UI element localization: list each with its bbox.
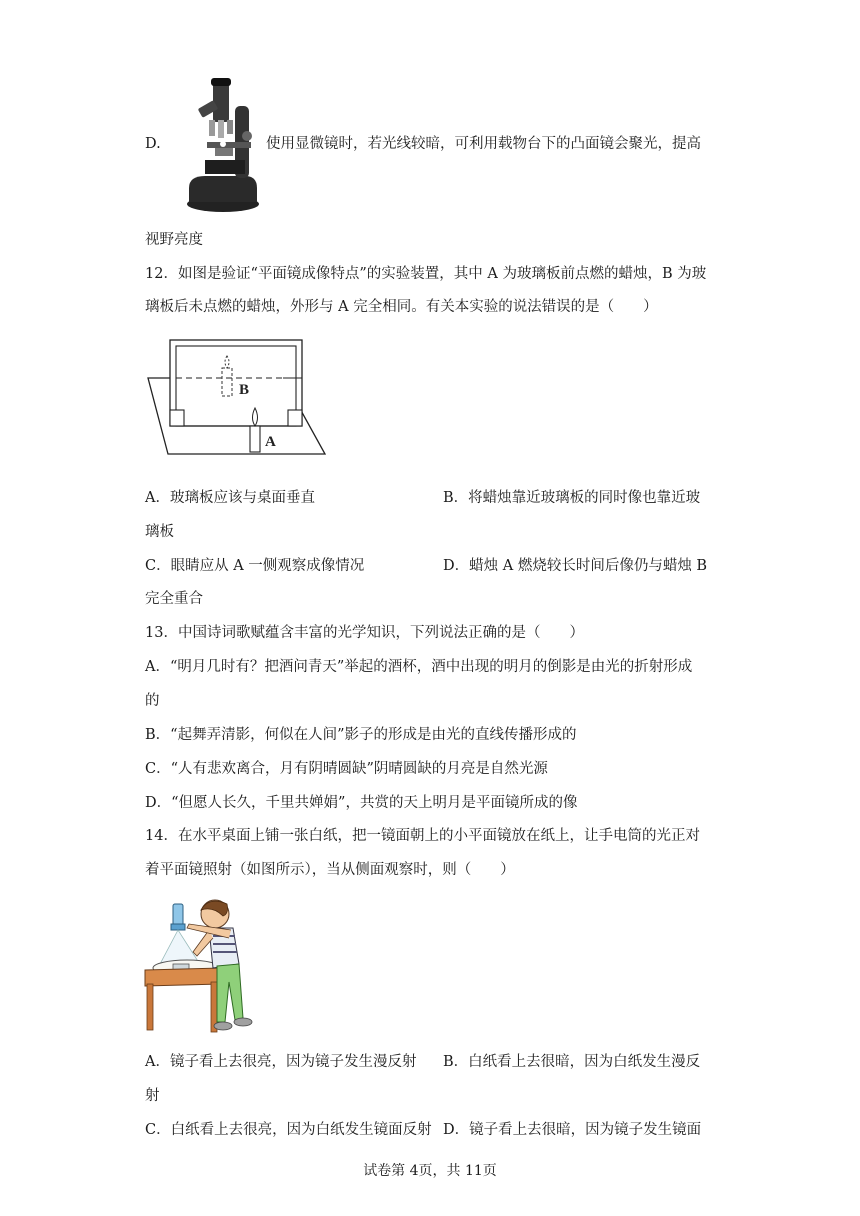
q13-option-a: A．“明月几时有？把酒问青天”举起的酒杯，酒中出现的明月的倒影是由光的折射形成 [145,659,693,675]
q13-option-a-cont: 的 [145,693,160,709]
q13-option-d: D．“但愿人长久，千里共婵娟”，共赏的天上明月是平面镜所成的像 [145,795,578,811]
q11-option-d-label: D. [145,136,161,152]
q12-option-c: C．眼睛应从 A 一侧观察成像情况 [145,558,365,574]
q11-option-d-text: 使用显微镜时，若光线较暗，可利用载物台下的凸面镜会聚光，提高 [266,136,701,152]
q11-option-d-text-cont: 视野亮度 [145,232,203,248]
q13-option-b: B．“起舞弄清影，何似在人间”影子的形成是由光的直线传播形成的 [145,727,577,743]
q14-option-a: A．镜子看上去很亮，因为镜子发生漫反射 [145,1054,417,1070]
q13-stem: 13．中国诗词歌赋蕴含丰富的光学知识，下列说法正确的是（ ） [145,625,584,641]
q12-option-a: A．玻璃板应该与桌面垂直 [145,490,315,506]
q14-option-c: C．白纸看上去很亮，因为白纸发生镜面反射 [145,1122,432,1138]
q12-option-b-cont: 璃板 [145,524,174,540]
q14-option-d: D．镜子看上去很暗，因为镜子发生镜面 [443,1122,702,1138]
candle-a-label: A [265,434,276,450]
q14-option-b: B．白纸看上去很暗，因为白纸发生漫反 [443,1054,701,1070]
q14-stem-line1: 14．在水平桌面上铺一张白纸，把一镜面朝上的小平面镜放在纸上，让手电筒的光正对 [145,828,700,844]
microscope-figure [185,76,261,214]
q12-stem-line1: 12．如图是验证“平面镜成像特点”的实验装置，其中 A 为玻璃板前点燃的蜡烛，B 为玻 [145,266,707,282]
q14-option-b-cont: 射 [145,1088,160,1104]
candle-b-label: B [239,382,250,398]
plane-mirror-experiment-figure [145,336,330,460]
page-footer: 试卷第 4页，共 11页 [363,1163,497,1179]
q12-option-d: D．蜡烛 A 燃烧较长时间后像仍与蜡烛 B [443,558,708,574]
q13-option-c: C．“人有悲欢离合，月有阴晴圆缺”阴晴圆缺的月亮是自然光源 [145,761,548,777]
q12-stem-line2: 璃板后未点燃的蜡烛，外形与 A 完全相同。有关本实验的说法错误的是（ ） [145,299,658,315]
q14-stem-line2: 着平面镜照射（如图所示），当从侧面观察时，则（ ） [145,862,515,878]
flashlight-mirror-figure [143,894,263,1036]
q12-option-b: B．将蜡烛靠近玻璃板的同时像也靠近玻 [443,490,701,506]
q12-option-d-cont: 完全重合 [145,591,203,607]
